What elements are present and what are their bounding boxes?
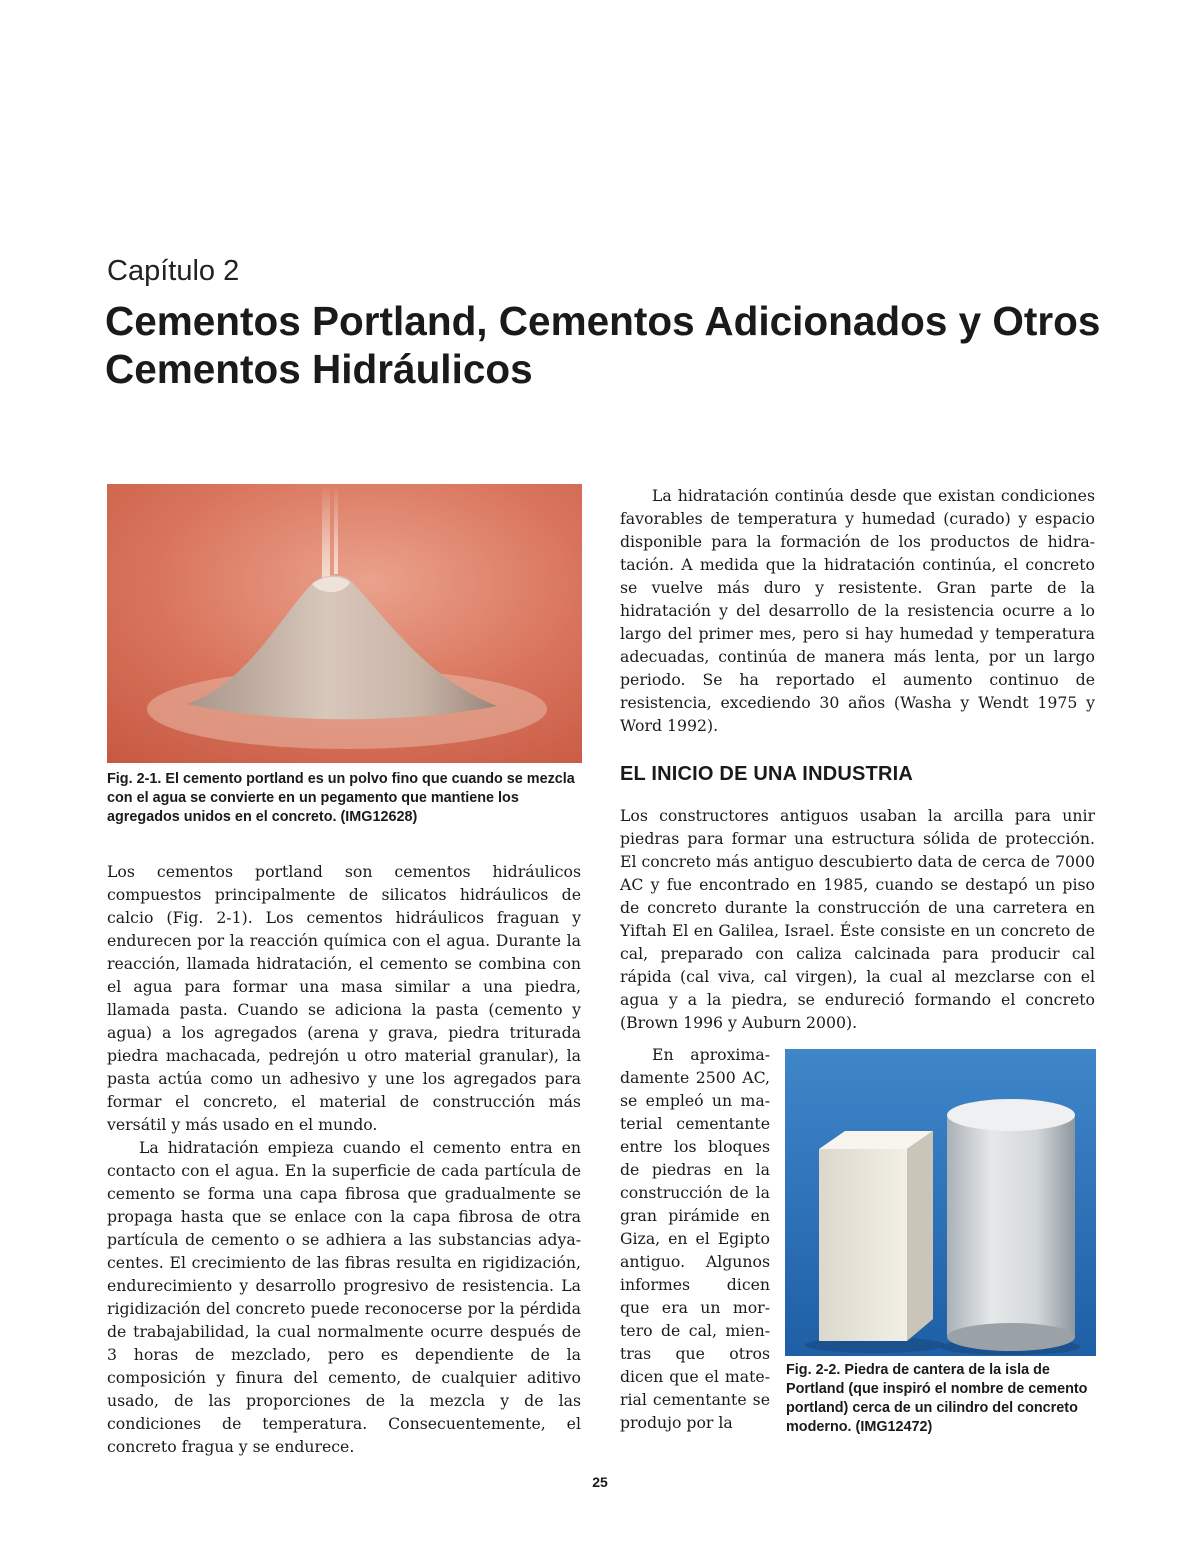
figure-1-label: Fig. 2-1. [107,771,162,787]
figure-stone-and-cylinder-image [785,1049,1096,1356]
figure-1-caption [107,770,583,827]
page-title: Cementos Portland, Cementos Adicionados y Otros Cementos Hidráulicos [105,298,1101,392]
figure-1-caption-text: El cemento portland es un polvo fino que cuando se mezcla con el agua se convierte en un pegamento que mantiene los agregados unidos en el concreto. (IMG12628) [107,771,575,825]
figure-2-caption-text: Piedra de cantera de la isla de Portland (que inspiró el nombre de cemento portland) cerca de un cilindro del concreto moderno. (IMG12472) [786,1362,1088,1435]
paragraph: La hidratación empieza cuando el cemento entra en contacto con el agua. En la superficie de cada partícula de cemento se forma una capa fibrosa que gradualmente se propaga hasta que se enlace con la capa fibrosa de otra partícula de cemento o se adhiera a las substancias adyacentes. El crecimiento de las fibras resulta en rigidización, endurecimiento y desarrollo progresivo de resistencia. La rigidización del concreto puede reconocerse por la pérdida de trabajabilidad, la cual normalmente ocurre después de 3 horas de mezclado, pero es dependiente de la composición y finura del cemento, de cualquier aditivo usado, de las proporciones de la mezcla y de las condiciones de temperatura. Consecuentemente, el concreto fragua y se endurece. [107,1138,581,1456]
stone-cylinder-illustration [785,1049,1096,1356]
column-1-text [107,860,581,1458]
column-2-text-middle [620,804,1095,1034]
page-number: 25 [592,1474,608,1490]
figure-cement-powder-image [107,484,582,763]
column-2-text-top [620,484,1095,737]
column-2-text-wrapped [620,1043,770,1434]
section-heading: EL INICIO DE UNA INDUSTRIA [620,763,913,785]
figure-2-caption [786,1361,1098,1437]
paragraph: Los constructores antiguos usaban la arcilla para unir piedras para formar una estructura sólida de protección. El concreto más antiguo descubierto data de cerca de 7000 AC y fue encontrado en 1985, cuando se destapó un piso de concreto durante la construcción de una carretera en Yiftah El en Galilea, Israel. Éste consiste en un concreto de cal, preparado con caliza calcinada para producir cal rápida (cal viva, cal virgen), la cual al mezclarse con el agua y a la piedra, se endureció formando el concreto (Brown 1996 y Auburn 2000). [620,806,1095,1032]
cement-pile-illustration [107,484,582,763]
figure-2-label: Fig. 2-2. [786,1362,841,1378]
chapter-label: Capítulo 2 [107,255,240,287]
paragraph: En aproximadamente 2500 AC, se empleó un material cementante entre los bloques de piedras en la construcción de la gran pirámide en Giza, en el Egipto antiguo. Algunos informes dicen que era un mortero de cal, mientras que otros dicen que el material cementante se produjo por la [620,1045,770,1432]
paragraph: Los cementos portland son cementos hidráulicos compuestos principalmente de silicatos hidráulicos de calcio (Fig. 2-1). Los cementos hidráulicos fraguan y endurecen por la reacción química con el agua. Durante la reacción, llamada hidratación, el cemento se combina con el agua para formar una masa similar a una piedra, llamada pasta. Cuando se adiciona la pasta (cemento y agua) a los agregados (arena y grava, piedra triturada piedra machacada, pedrejón u otro material granular), la pasta actúa como un adhesivo y une los agregados para formar el concreto, el material de construcción más versátil y más usado en el mundo. [107,862,581,1134]
paragraph: La hidratación continúa desde que existan condiciones favorables de temperatura y humedad (curado) y espacio disponible para la formación de los productos de hidratación. A medida que la hidratación continúa, el concreto se vuelve más duro y resistente. Gran parte de la hidratación y del desarrollo de la resistencia ocurre a lo largo del primer mes, pero si hay humedad y temperatura adecuadas, continúa de manera más lenta, por un largo periodo. Se ha reportado el aumento continuo de resistencia, excediendo 30 años (Washa y Wendt 1975 y Word 1992). [620,486,1095,735]
